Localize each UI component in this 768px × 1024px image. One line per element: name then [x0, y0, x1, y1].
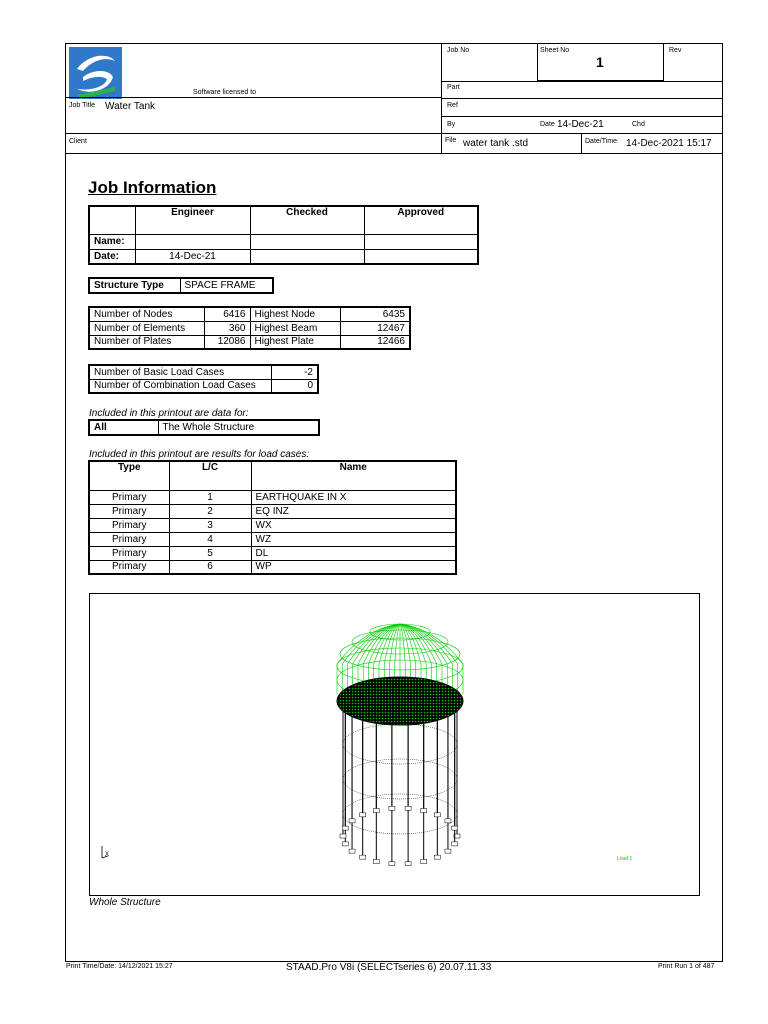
structure-type-value: SPACE FRAME [180, 278, 273, 293]
count-label: Number of Plates [89, 335, 204, 349]
load-case-type: Primary [89, 504, 169, 518]
table-row [89, 560, 456, 574]
date-value: 14-Dec-21 [557, 119, 604, 130]
job-info-date-approved [364, 249, 478, 264]
load-case-name: DL [251, 546, 456, 560]
load-cases-caption: Included in this printout are results for load cases: [89, 449, 310, 460]
table-row [89, 307, 410, 321]
table-row [89, 490, 456, 504]
load-case-name: EQ INZ [251, 504, 456, 518]
ref-label: Ref [447, 102, 458, 109]
load-case-number: 6 [169, 560, 251, 574]
load-cases-col-lc: L/C [169, 461, 251, 490]
load-case-type: Primary [89, 546, 169, 560]
table-row [89, 335, 410, 349]
client-label: Client [69, 138, 87, 145]
count-value: 6435 [340, 307, 410, 321]
tank-floor-slab [337, 677, 463, 725]
count-value: 6416 [204, 307, 250, 321]
structure-type-table [88, 277, 274, 294]
load-case-name: EARTHQUAKE IN X [251, 490, 456, 504]
job-info-col-blank [89, 206, 135, 234]
count-value: 12466 [340, 335, 410, 349]
load-case-name: WP [251, 560, 456, 574]
table-row [89, 365, 318, 379]
table-row [89, 249, 478, 264]
table-row [89, 532, 456, 546]
table-row [89, 379, 318, 393]
load-case-number: 4 [169, 532, 251, 546]
datetime-value: 14-Dec-2021 15:17 [626, 138, 712, 149]
count-label: Number of Elements [89, 321, 204, 335]
included-data-value: The Whole Structure [158, 420, 319, 435]
table-row [89, 504, 456, 518]
load-label: Load 1 [617, 856, 633, 862]
count-value: 12086 [204, 335, 250, 349]
load-case-type: Primary [89, 532, 169, 546]
included-data-key: All [89, 420, 158, 435]
count-label: Highest Node [250, 307, 340, 321]
job-info-name-approved [364, 234, 478, 249]
file-value: water tank .std [463, 138, 529, 149]
load-cases-table [88, 460, 457, 575]
figure-caption: Whole Structure [89, 897, 161, 908]
job-info-name-checked [250, 234, 364, 249]
load-case-number: 5 [169, 546, 251, 560]
sheet-no-label: Sheet No [540, 47, 570, 54]
file-label: File [445, 137, 457, 144]
by-label: By [447, 121, 456, 128]
table-row [89, 321, 410, 335]
job-info-name-engineer [135, 234, 250, 249]
load-cases-col-type: Type [89, 461, 169, 490]
datetime-label: Date/Time [585, 138, 618, 145]
table-row [89, 518, 456, 532]
load-count-label: Number of Basic Load Cases [89, 365, 271, 379]
part-label: Part [447, 84, 460, 91]
report-header [66, 44, 722, 154]
job-info-date-engineer: 14-Dec-21 [135, 249, 250, 264]
count-label: Highest Beam [250, 321, 340, 335]
load-case-number: 2 [169, 504, 251, 518]
job-info-col-approved: Approved [364, 206, 478, 234]
job-info-date-label: Date: [89, 249, 135, 264]
included-data-table [88, 419, 320, 436]
software-licensed-to: Software licensed to [193, 89, 257, 96]
included-data-caption: Included in this printout are data for: [89, 408, 249, 419]
structure-figure [89, 593, 700, 896]
chd-label: Chd [632, 121, 645, 128]
table-row [89, 546, 456, 560]
count-value: 360 [204, 321, 250, 335]
table-row [89, 234, 478, 249]
job-info-table [88, 205, 479, 265]
sheet-no-value: 1 [596, 54, 604, 70]
count-label: Number of Nodes [89, 307, 204, 321]
job-no-label: Job No [447, 47, 470, 54]
counts-table [88, 306, 411, 350]
report-page [65, 43, 723, 962]
axis-triad [102, 846, 109, 858]
program-version: STAAD.Pro V8i (SELECTseries 6) 20.07.11.33 [286, 962, 492, 973]
water-tank-model [90, 594, 700, 896]
job-info-date-checked [250, 249, 364, 264]
load-case-type: Primary [89, 518, 169, 532]
print-run: Print Run 1 of 487 [658, 963, 715, 970]
count-value: 12467 [340, 321, 410, 335]
job-information-title: Job Information [88, 178, 217, 197]
load-count-value: 0 [271, 379, 318, 393]
load-case-name: WX [251, 518, 456, 532]
job-info-col-checked: Checked [250, 206, 364, 234]
job-title-label: Job Title [69, 102, 96, 109]
load-case-number: 3 [169, 518, 251, 532]
job-info-name-label: Name: [89, 234, 135, 249]
load-counts-table [88, 364, 319, 394]
rev-label: Rev [669, 47, 682, 54]
load-case-name: WZ [251, 532, 456, 546]
print-time: Print Time/Date: 14/12/2021 15:27 [66, 963, 173, 970]
date-label: Date [540, 121, 555, 128]
job-title-value: Water Tank [105, 101, 156, 112]
bentley-logo [69, 47, 122, 99]
load-case-type: Primary [89, 490, 169, 504]
load-count-label: Number of Combination Load Cases [89, 379, 271, 393]
load-count-value: -2 [271, 365, 318, 379]
count-label: Highest Plate [250, 335, 340, 349]
load-case-number: 1 [169, 490, 251, 504]
structure-type-label: Structure Type [89, 278, 180, 293]
load-cases-col-name: Name [251, 461, 456, 490]
axis-x-label: X [105, 852, 110, 858]
load-case-type: Primary [89, 560, 169, 574]
job-info-col-engineer: Engineer [135, 206, 250, 234]
